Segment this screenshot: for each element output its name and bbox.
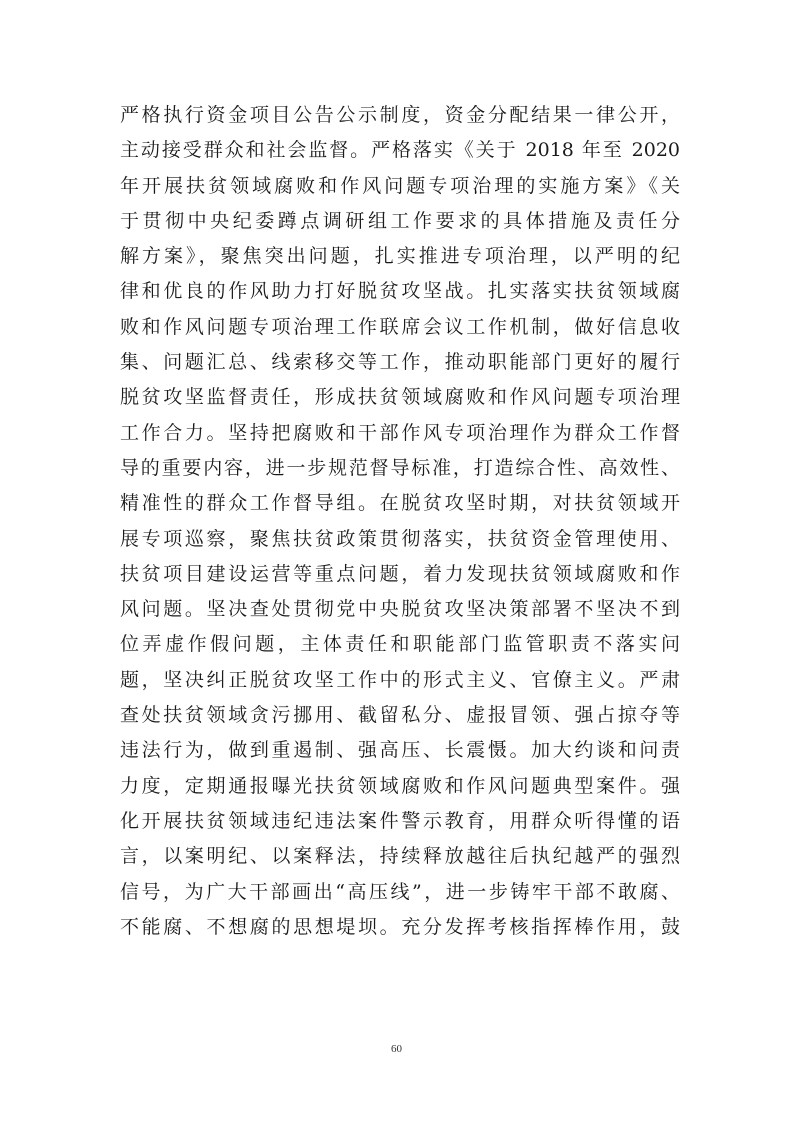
text-line: 导的重要内容，进一步规范督导标准，打造综合性、高效性、 xyxy=(120,456,680,479)
text-line: 律和优良的作风助力打好脱贫攻坚战。扎实落实扶贫领域腐 xyxy=(120,280,680,303)
text-line: 集、问题汇总、线索移交等工作，推动职能部门更好的履行 xyxy=(120,351,680,374)
text-line: 于贯彻中央纪委蹲点调研组工作要求的具体措施及责任分 xyxy=(120,209,680,232)
text-line: 解方案》，聚焦突出问题，扎实推进专项治理，以严明的纪 xyxy=(120,245,680,268)
text-line: 扶贫项目建设运营等重点问题，着力发现扶贫领域腐败和作 xyxy=(120,562,680,585)
text-line: 查处扶贫领域贪污挪用、截留私分、虚报冒领、强占掠夺等 xyxy=(120,704,680,727)
text-line: 言，以案明纪、以案释法，持续释放越往后执纪越严的强烈 xyxy=(120,845,680,868)
text-line: 脱贫攻坚监督责任，形成扶贫领域腐败和作风问题专项治理 xyxy=(120,386,680,409)
text-line: 化开展扶贫领域违纪违法案件警示教育，用群众听得懂的语 xyxy=(120,809,680,832)
text-line: 风问题。坚决查处贯彻党中央脱贫攻坚决策部署不坚决不到 xyxy=(120,598,680,621)
text-line: 工作合力。坚持把腐败和干部作风专项治理作为群众工作督 xyxy=(120,421,680,444)
text-line: 年开展扶贫领域腐败和作风问题专项治理的实施方案》《关 xyxy=(120,174,680,197)
text-line: 严格执行资金项目公告公示制度，资金分配结果一律公开， xyxy=(120,104,680,126)
page-number: 60 xyxy=(391,1043,402,1055)
text-line: 题，坚决纠正脱贫攻坚工作中的形式主义、官僚主义。严肃 xyxy=(120,668,680,691)
text-line: 力度，定期通报曝光扶贫领域腐败和作风问题典型案件。强 xyxy=(120,774,680,797)
text-line: 位弄虚作假问题，主体责任和职能部门监管职责不落实问 xyxy=(120,633,680,656)
text-line: 主动接受群众和社会监督。严格落实《关于 2018 年至 2020 xyxy=(120,139,680,162)
text-line: 不能腐、不想腐的思想堤坝。充分发挥考核指挥棒作用，鼓 xyxy=(120,915,680,938)
text-line: 违法行为，做到重遏制、强高压、长震慑。加大约谈和问责 xyxy=(120,739,680,762)
text-line: 败和作风问题专项治理工作联席会议工作机制，做好信息收 xyxy=(120,315,680,338)
body-paragraph xyxy=(120,98,680,945)
text-line: 精准性的群众工作督导组。在脱贫攻坚时期，对扶贫领域开 xyxy=(120,492,680,515)
text-line: 信号，为广大干部画出“高压线”，进一步铸牢干部不敢腐、 xyxy=(120,880,680,903)
text-line: 展专项巡察，聚焦扶贫政策贯彻落实，扶贫资金管理使用、 xyxy=(120,527,680,550)
